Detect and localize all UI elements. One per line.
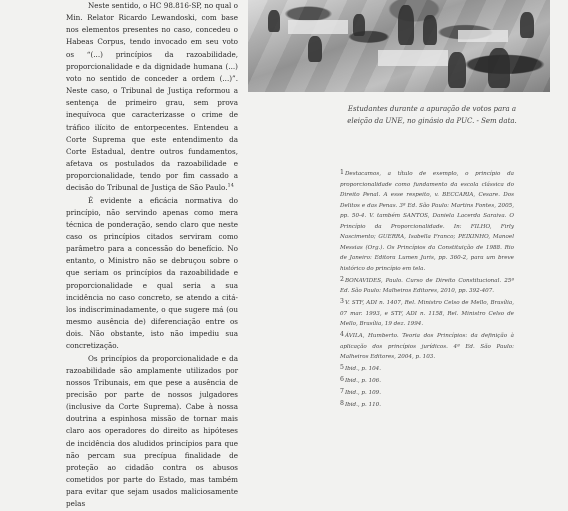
footnote-6: 6Ibid., p. 106. — [340, 376, 382, 384]
footnote-2: 2BONAVIDES, Paulo. Curso de Direito Constitucional. 25ª Ed. São Paulo: Malheiros Editores, 2010, pp. 392-407. — [340, 275, 514, 294]
footnote-4: 4ÁVILA, Humberto. Teoria dos Princípios: da definição à aplicação dos princípios jurídicos. 4ª Ed. São Paulo: Malheiros Editores, 2004, p. 103. — [340, 331, 514, 360]
footnote-5: 5Ibid., p. 104. — [340, 364, 382, 372]
footnotes — [340, 168, 514, 411]
footnote-7: 7Ibid., p. 109. — [340, 388, 382, 396]
footnote-8: 8Ibid., p. 110. — [340, 400, 382, 408]
body-text-column — [66, 0, 238, 511]
footnote-3: 3V. STF, ADI n. 1407, Rel. Ministro Celso de Mello, Brasília, 07 mar. 1993, e STF, ADI n. 1158, Rel. Ministro Celso de Mello, Brasília, 19 dez. 1994. — [340, 298, 514, 327]
students-counting-votes-photo — [248, 0, 550, 92]
photo-caption: Estudantes durante a apuração de votos para a eleição da UNE, no ginásio da PUC. - Sem data. — [347, 105, 517, 125]
paragraph-2: É evidente a eficácia normativa do princípio, não servindo apenas como mera técnica de ponderação, sendo claro que neste caso os princípios citados serviram como parâmetro para a concessão do benefício. No entanto, o Ministro não se debruçou sobre o que seriam os princípios da razoabilidade e proporcionalidade e qual seria a sua incidência no caso concreto, se atendo a citá-los indiscriminadamente, o que sugere má (ou mesmo ausência de) diferenciação entre os dois. Não obstante, isto não impediu sua concretização. — [66, 195, 238, 351]
footnote-ref: 14 — [227, 182, 234, 189]
paragraph-1: Neste sentido, o HC 98.816-SP, no qual o Min. Relator Ricardo Lewandoski, com base nos elementos presentes no caso, concedeu o Habeas Corpus, tendo invocado em seu voto os “(...) princípios da razoabilidade, proporcionalidade e da dignidade humana (...) voto no sentido de conceder a ordem (...)”. Neste caso, o Tribunal de Justiça reformou a sentença de primeiro grau, sem prova inequívoca que caracterizasse o crime de tráfico ilícito de entorpecentes. Entendeu a Corte Suprema que este entendimento da Corte Estadual, dentre outros fundamentos, afetava os postulados da razoabilidade e proporcionalidade, tendo por fim cassado a decisão do Tribunal de Justiça de São Paulo.$^{14}$ — [66, 1, 238, 193]
paragraph-3: Os princípios da proporcionalidade e da razoabilidade são amplamente utilizados por nossos Tribunais, em que pese a ausência de precisão por parte de nossos julgadores (inclusive da Corte Suprema). Cabe à nossa doutrina a espinhosa missão de tornar mais claro aos operadores do direito as hipóteses de incidência dos aludidos princípios para que não percam sua precípua finalidade de proteção ao cidadão contra os abusos cometidos por parte do Estado, mas também para evitar que sejam usados maliciosamente pelas — [66, 353, 238, 509]
footnote-1: 1Destacamos, a título de exemplo, o princípio da proporcionalidade como fundamento da escola clássica do Direito Penal. A esse respeito, v. BECCARIA, Cesare. Dos Delitos e das Penas. 3ª Ed. São Paulo: Martins Fontes, 2005, pp. 50-4. V. também SANTOS, Daniela Lacerda Saraiva. O Princípio da Proporcionalidade. In: FILHO, Firly Nascimento; GUERRA, Isabella Franco; PEIXINHO, Manoel Messias (Org.). Os Princípios da Constituição de 1988. Rio de Janeiro: Editora Lumen Juris, pp. 360-2, para um breve histórico do princípio em tela. — [340, 169, 514, 272]
